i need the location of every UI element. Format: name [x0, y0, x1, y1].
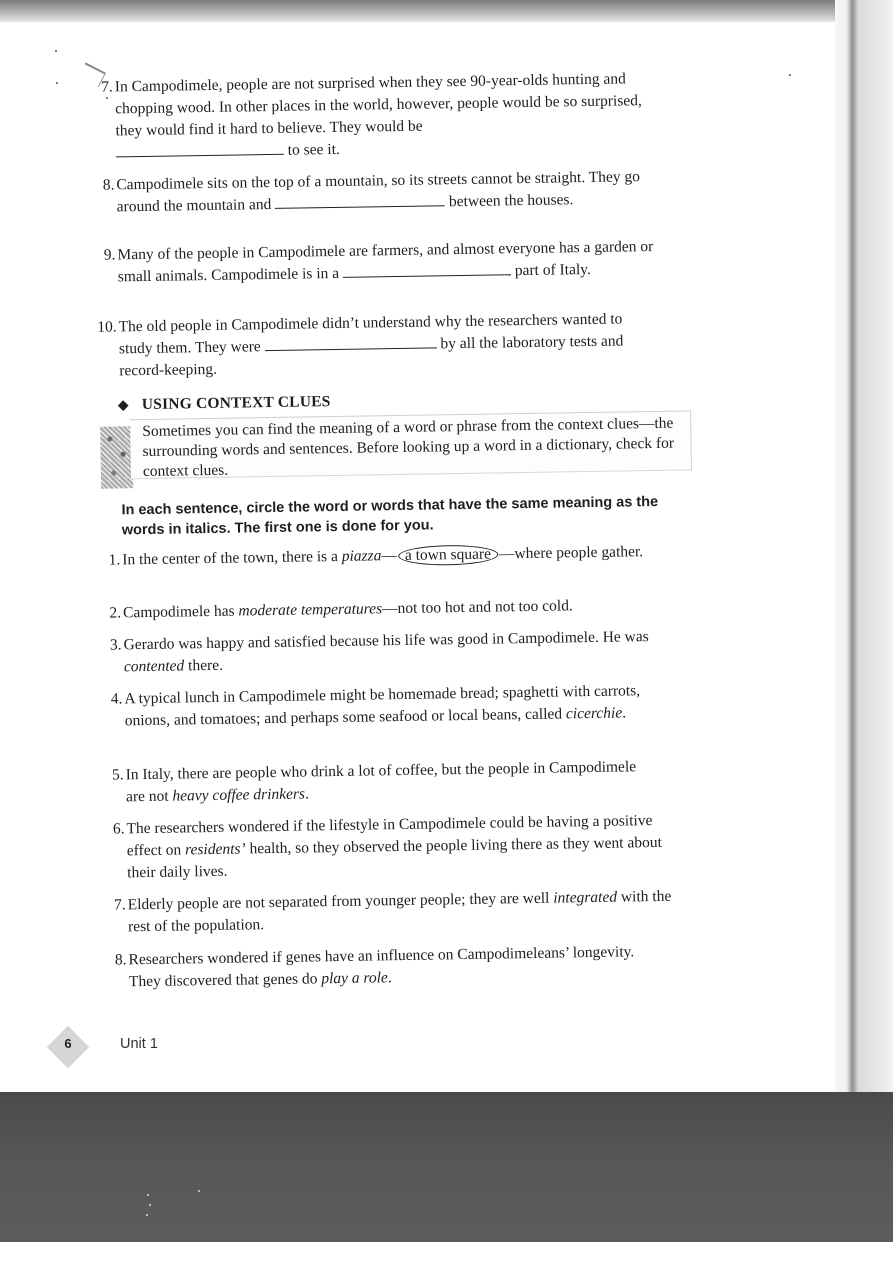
item-number: 7. [101, 78, 113, 96]
circled-answer[interactable]: a town square [398, 544, 498, 566]
item-text: In the center of the town, there is a piazza— a town square —where people gather. [122, 543, 644, 569]
exercise-item-9 [89, 236, 658, 289]
item-number: 8. [102, 176, 115, 194]
diamond-bullet-icon: ◆ [117, 398, 129, 414]
answer-blank[interactable] [343, 260, 511, 278]
item-text: Campodimele has moderate temperatures—not too hot and not too cold. [122, 597, 573, 622]
answer-blank[interactable] [264, 333, 436, 351]
exercise-item-10 [90, 308, 629, 382]
item-text: In Italy, there are people who drink a lot of coffee, but the people in Campodimele are not heavy coffee drinkers. [125, 758, 637, 806]
context-item-2 [95, 594, 663, 625]
item-number: 10. [97, 318, 117, 336]
context-item-6 [98, 810, 682, 885]
scanner-bed [0, 1092, 893, 1264]
item-text: The old people in Campodimele didn’t understand why the researchers wanted to study them. They were by all the laboratory tests and record-keeping. [118, 310, 624, 380]
bed-speck [146, 1214, 148, 1216]
context-item-5 [97, 756, 646, 809]
item-text: The researchers wondered if the lifestyle in Campodimele could be having a positive effect on residents’ health, so they observed the people living there as they went about their daily lives. [126, 812, 662, 882]
unit-label: Unit 1 [120, 1036, 158, 1052]
answer-blank[interactable] [116, 140, 284, 158]
scan-bottom-strip [0, 1242, 893, 1264]
tip-box [130, 410, 692, 479]
item-text: In Campodimele, people are not surprised when they see 90-year-olds hunting and chopping wood. In other places in the world, however, people would be so surprised, they would find it hard to believe. They would be to see it. [114, 70, 642, 159]
item-number: 4. [110, 690, 123, 708]
bed-speck [198, 1190, 200, 1192]
bed-speck [149, 1204, 151, 1206]
tip-text: Sometimes you can find the meaning of a word or phrase from the context clues—the surrounding words and sentences. Before looking up a word in a dictionary, check for context clues. [142, 414, 675, 481]
exercise-instructions: In each sentence, circle the word or words that have the same meaning as the words in italics. The first one is done for you. [121, 493, 659, 539]
item-text: Many of the people in Campodimele are farmers, and almost everyone has a garden or small animals. Campodimele is in a part of Italy. [117, 237, 654, 286]
item-number: 3. [109, 636, 122, 654]
item-number: 1. [108, 551, 121, 569]
exercise-item-7 [87, 68, 656, 165]
answer-blank[interactable] [275, 191, 445, 209]
page-number: 6 [64, 1036, 72, 1051]
item-text: Campodimele sits on the top of a mountain, so its streets cannot be straight. They go around the mountain and between the houses. [116, 168, 641, 216]
context-item-1 [94, 541, 667, 572]
exercise-item-8 [88, 166, 662, 219]
context-item-7 [100, 886, 684, 939]
item-text: A typical lunch in Campodimele might be homemade bread; spaghetti with carrots, onions, and tomatoes; and perhaps some seafood or local beans, called cicerchie. [124, 682, 641, 730]
item-number: 7. [113, 896, 126, 914]
item-text: Gerardo was happy and satisfied because his life was good in Campodimele. He was contented there. [123, 628, 649, 676]
context-item-8 [100, 941, 639, 993]
item-text: Researchers wondered if genes have an influence on Campodimeleans’ longevity. They discovered that genes do play a role. [128, 943, 635, 991]
item-number: 8. [114, 951, 127, 969]
item-number: 5. [111, 766, 124, 784]
bed-speck [147, 1194, 149, 1196]
section-heading: ◆ USING CONTEXT CLUES [117, 393, 331, 414]
context-item-4 [96, 680, 670, 733]
item-text: Elderly people are not separated from younger people; they are well integrated with the rest of the population. [127, 887, 672, 936]
context-item-3 [95, 626, 679, 679]
item-number: 6. [112, 820, 125, 838]
tip-illustration [100, 426, 133, 488]
item-number: 2. [109, 604, 122, 622]
item-number: 9. [103, 246, 116, 264]
